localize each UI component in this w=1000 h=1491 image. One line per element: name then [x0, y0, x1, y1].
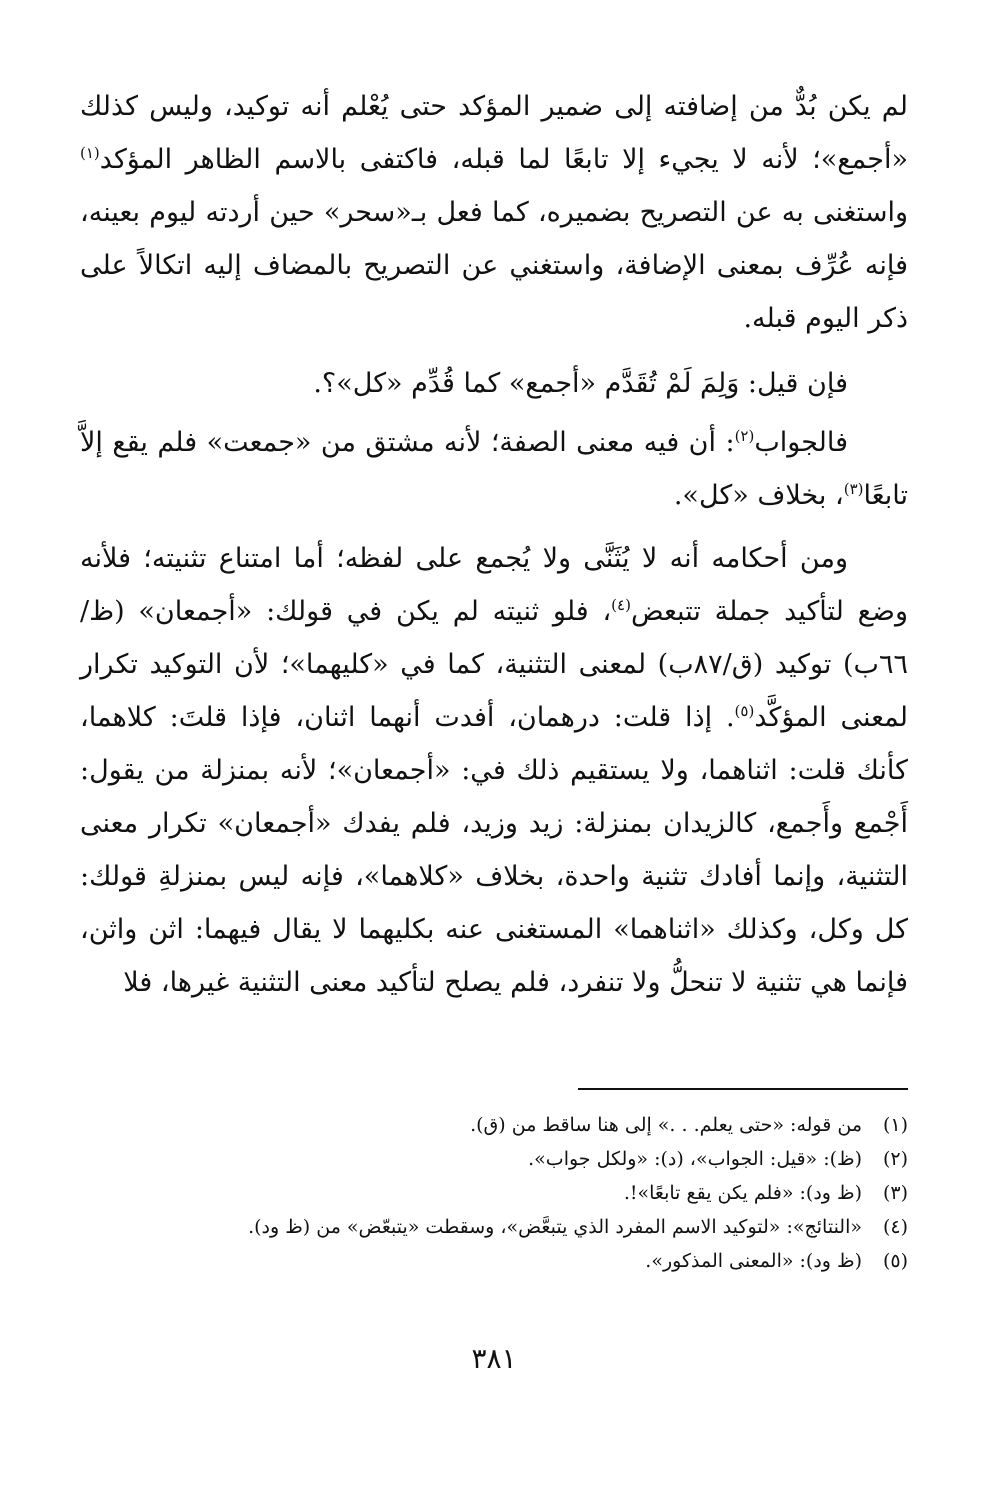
footnote-separator	[578, 1088, 908, 1090]
footnote-ref-2: (٢)	[734, 427, 755, 445]
footnote-ref-1: (١)	[80, 144, 100, 162]
question-paragraph	[80, 357, 908, 410]
footnote-text: (ظ ود): «المعنى المذكور».	[645, 1250, 862, 1272]
answer-text-a: فالجواب	[754, 427, 848, 458]
footnote-2	[80, 1142, 908, 1176]
footnote-4	[80, 1210, 908, 1244]
paragraph-3-text-a: ومن أحكامه أنه لا يُثَنَّى ولا يُجمع على لفظه؛ أما امتناع تثنيته؛ فلأنه وضع لتأكيد جملة تتبعض	[80, 543, 909, 627]
paragraph-3-text-c: . إذا قلت: درهمان، أفدت أنهما اثنان، فإذا قلتَ: كلاهما، كأنك قلت: اثناهما، ولا يستقيم ذلك في: «أجمعان»؛ لأنه بمنزلة من يقول: أَجْمع وأَجمع، كالزيدان بمنزلة: زيد وزيد، فلم يفدك «أجمعان» تكرار معنى التثنية، وإنما أفادك تثنية واحدة، بخلاف «كلاهما»، فإنه ليس بمنزلةِ قولك: كل وكل، وكذلك «اثناهما» المستغنى عنه بكليهما لا يقال فيهما: اثن واثن، فإنما هي تثنية لا تنحلُّ ولا تنفرد، فلم يصلح لتأكيد معنى التثنية غيرها، فلا	[80, 702, 908, 998]
footnote-3	[80, 1176, 908, 1210]
answer-text-c: ، بخلاف «كل».	[673, 480, 844, 511]
paragraph-1-text-rest: واستغنى به عن التصريح بضميره، كما فعل بـ«سحر» حين أردته ليوم بعينه، فإنه عُرِّف بمعنى الإضافة، واستغني عن التصريح بالمضاف إليه اتكالاً على ذكر اليوم قبله.	[80, 197, 908, 334]
footnote-1	[80, 1108, 908, 1142]
main-text	[80, 80, 908, 1009]
footnote-ref-4: (٤)	[611, 596, 631, 614]
page-number: ٣٨١	[471, 1342, 517, 1375]
paragraph-3	[80, 532, 908, 1009]
paragraph-3-text-b: ، فلو ثنيته لم يكن في قولك: «أجمعان» (ظ/٦٦ب) توكيد (ق/٨٧ب) لمعنى التثنية، كما في «كليهما»؛ لأن التوكيد تكرار لمعنى المؤكَّد	[80, 596, 908, 733]
footnote-ref-3: (٣)	[843, 480, 864, 498]
book-page	[80, 80, 908, 1491]
footnote-text: (ظ): «قيل: الجواب»، (د): «ولكل جواب».	[528, 1148, 862, 1170]
footnote-text: من قوله: «حتى يعلم. . .» إلى هنا ساقط من (ق).	[470, 1114, 862, 1136]
question-text: فإن قيل: وَلِمَ لَمْ تُقَدَّم «أجمع» كما قُدِّم «كل»؟.	[313, 368, 848, 399]
footnote-ref-5: (٥)	[734, 702, 755, 720]
footnote-number: (١)	[882, 1114, 908, 1136]
footnote-text: (ظ ود): «فلم يكن يقع تابعًا»!.	[623, 1182, 862, 1204]
footnote-number: (٤)	[882, 1216, 908, 1238]
answer-paragraph	[80, 416, 908, 522]
paragraph-1-text: لم يكن بُدٌّ من إضافته إلى ضمير المؤكد حتى يُعْلم أنه توكيد، وليس كذلك «أجمع»؛ لأنه لا يجيء إلا تابعًا لما قبله، فاكتفى بالاسم الظاهر المؤكد	[80, 91, 909, 175]
footnote-number: (٢)	[882, 1148, 908, 1170]
paragraph-1	[80, 80, 908, 345]
answer-text-b: : أن فيه معنى الصفة؛ لأنه مشتق من «جمعت» فلم يقع إلاَّ تابعًا	[80, 427, 908, 511]
footnote-5	[80, 1244, 908, 1278]
footnotes-list	[80, 1108, 908, 1278]
footnote-number: (٣)	[882, 1182, 908, 1204]
footnote-number: (٥)	[882, 1250, 908, 1272]
footnote-text: «النتائج»: «لتوكيد الاسم المفرد الذي يتبعَّض»، وسقطت «يتبعّض» من (ظ ود).	[248, 1216, 862, 1238]
